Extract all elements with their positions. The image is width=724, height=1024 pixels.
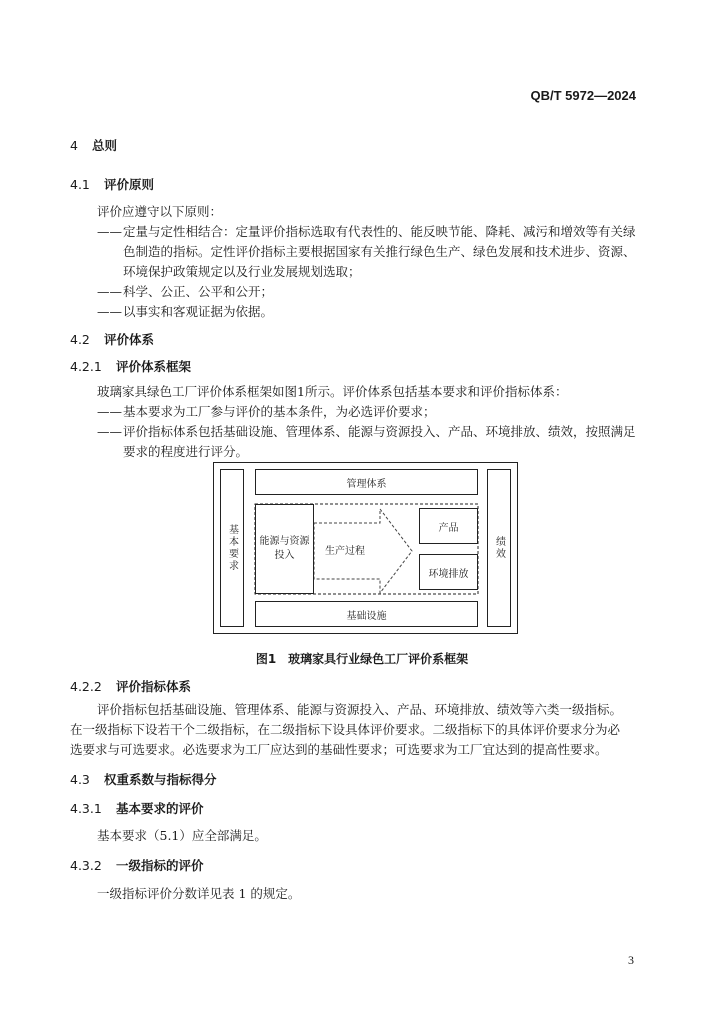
list-item (97, 282, 273, 302)
paragraph: 在一级指标下设若干个二级指标，在二级指标下设具体评价要求。二级指标下的具体评价要求分为必 (70, 722, 621, 737)
list-item-text: 定量与定性相结合：定量评价指标选取有代表性的、能反映节能、降耗、减污和增效等有关绿 (123, 224, 636, 239)
product-box: 产品 (419, 508, 478, 544)
section-4-2-1-heading (70, 357, 191, 375)
mgmt-system-box: 管理体系 (255, 469, 478, 495)
section-title: 权重系数与指标得分 (104, 772, 217, 787)
section-4-3-1-heading (70, 799, 204, 817)
list-item (97, 422, 636, 462)
section-4-2-2-heading (70, 677, 191, 695)
list-item-text: 基本要求为工厂参与评价的基本条件，为必选评价要求； (123, 404, 436, 419)
energy-input-box: 能源与资源投入 (255, 504, 314, 594)
section-number: 4.3.2 (70, 858, 102, 873)
paragraph: 评价应遵守以下原则： (97, 204, 223, 219)
figure-caption: 图1 玻璃家具行业绿色工厂评价系框架 (255, 652, 469, 666)
section-title: 基本要求的评价 (116, 801, 204, 816)
dash-mark: —— (97, 284, 122, 299)
infrastructure-box: 基础设施 (255, 601, 478, 627)
section-4-2-heading (70, 330, 154, 348)
production-process-label: 生产过程 (325, 545, 365, 557)
dash-mark: —— (97, 304, 122, 319)
section-number: 4.3.1 (70, 801, 102, 816)
section-title: 一级指标的评价 (116, 858, 204, 873)
list-item-text: 环境保护政策规定以及行业发展规划选取； (123, 264, 361, 279)
section-number: 4.1 (70, 177, 90, 192)
list-item (97, 222, 636, 282)
section-title: 评价指标体系 (116, 679, 192, 694)
list-item-text: 评价指标体系包括基础设施、管理体系、能源与资源投入、产品、环境排放、绩效，按照满足 (123, 424, 636, 439)
section-number: 4 (70, 138, 78, 153)
dash-mark: —— (97, 404, 122, 419)
section-title: 评价体系框架 (116, 359, 192, 374)
section-number: 4.2 (70, 332, 90, 347)
list-item (97, 302, 273, 322)
paragraph: 选要求与可选要求。必选要求为工厂应达到的基础性要求；可选要求为工厂宜达到的提高性要求。 (70, 742, 608, 757)
list-item-text: 要求的程度进行评分。 (123, 444, 249, 459)
list-item (97, 402, 436, 422)
dash-mark: —— (97, 224, 122, 239)
performance-box: 绩效 (487, 469, 511, 627)
framework-diagram (213, 462, 518, 634)
list-item-text: 科学、公正、公平和公开； (123, 284, 274, 299)
section-number: 4.2.1 (70, 359, 102, 374)
section-title: 评价原则 (104, 177, 155, 192)
section-number: 4.3 (70, 772, 90, 787)
section-title: 总则 (92, 138, 118, 153)
page-number: 3 (628, 953, 634, 967)
paragraph: 一级指标评价分数详见表 1 的规定。 (97, 886, 301, 901)
section-number: 4.2.2 (70, 679, 102, 694)
emission-box: 环境排放 (419, 554, 478, 590)
section-4-3-2-heading (70, 856, 204, 874)
basic-requirements-box: 基本要求 (220, 469, 244, 627)
section-4-3-heading (70, 770, 217, 788)
dash-mark: —— (97, 424, 122, 439)
paragraph: 基本要求（5.1）应全部满足。 (97, 828, 267, 843)
section-4-heading (70, 136, 117, 154)
paragraph: 玻璃家具绿色工厂评价体系框架如图1所示。评价体系包括基本要求和评价指标体系： (97, 384, 568, 399)
paragraph: 评价指标包括基础设施、管理体系、能源与资源投入、产品、环境排放、绩效等六类一级指标。 (97, 702, 623, 717)
section-4-1-heading (70, 175, 154, 193)
standard-code: QB/T 5972—2024 (530, 88, 636, 103)
list-item-text: 以事实和客观证据为依据。 (123, 304, 274, 319)
list-item-text: 色制造的指标。定性评价指标主要根据国家有关推行绿色生产、绿色发展和技术进步、资源、 (123, 244, 636, 259)
section-title: 评价体系 (104, 332, 155, 347)
